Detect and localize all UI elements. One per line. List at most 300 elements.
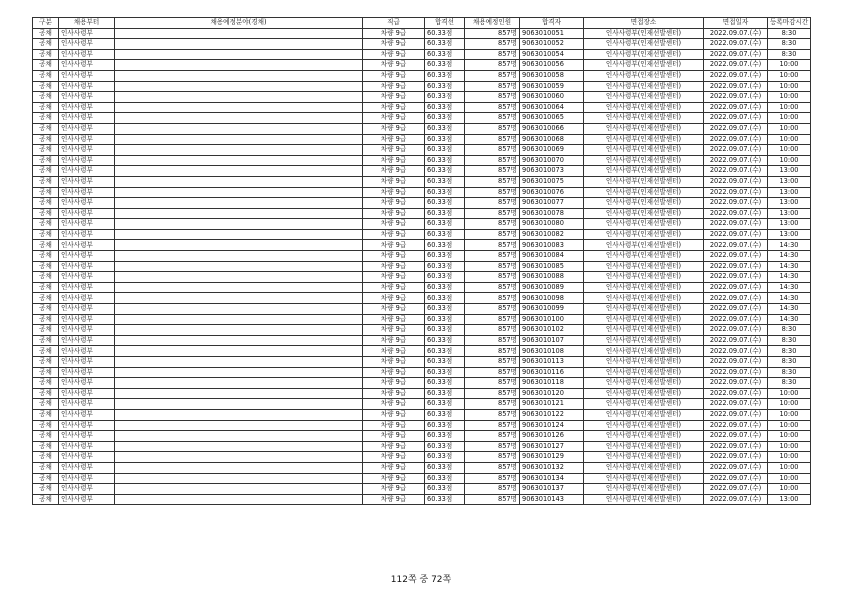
table-cell: 14:30	[768, 240, 811, 251]
table-cell: 60.33점	[425, 484, 465, 495]
table-cell: 2022.09.07.(수)	[704, 325, 768, 336]
table-cell: 인사사령부(인재선발센터)	[584, 431, 704, 442]
table-cell	[115, 462, 363, 473]
table-cell: 857명	[465, 314, 520, 325]
table-cell: 9063010051	[520, 28, 584, 39]
table-cell: 공채	[33, 272, 59, 283]
table-row	[33, 187, 811, 198]
table-row	[33, 219, 811, 230]
table-cell: 2022.09.07.(수)	[704, 357, 768, 368]
table-cell: 857명	[465, 70, 520, 81]
table-cell: 2022.09.07.(수)	[704, 251, 768, 262]
table-cell: 차량 9급	[363, 304, 425, 315]
table-cell: 공채	[33, 293, 59, 304]
header-cell: 구분	[33, 18, 59, 29]
table-cell: 인사사령부	[59, 81, 115, 92]
table-cell: 857명	[465, 378, 520, 389]
table-cell: 10:00	[768, 134, 811, 145]
table-cell: 9063010066	[520, 123, 584, 134]
table-row	[33, 367, 811, 378]
table-cell: 13:00	[768, 229, 811, 240]
table-cell: 10:00	[768, 399, 811, 410]
table-row	[33, 198, 811, 209]
table-cell: 인사사령부(인재선발센터)	[584, 198, 704, 209]
table-cell	[115, 145, 363, 156]
table-cell	[115, 431, 363, 442]
table-cell: 인사사령부	[59, 282, 115, 293]
table-cell: 인사사령부(인재선발센터)	[584, 367, 704, 378]
table-cell: 9063010052	[520, 39, 584, 50]
table-cell: 9063010126	[520, 431, 584, 442]
table-cell: 인사사령부(인재선발센터)	[584, 494, 704, 505]
table-cell: 인사사령부	[59, 240, 115, 251]
table-cell: 인사사령부	[59, 145, 115, 156]
table-cell: 인사사령부(인재선발센터)	[584, 229, 704, 240]
table-row	[33, 39, 811, 50]
table-cell: 인사사령부	[59, 70, 115, 81]
table-cell: 10:00	[768, 484, 811, 495]
table-cell: 60.33점	[425, 251, 465, 262]
table-row	[33, 92, 811, 103]
table-cell: 60.33점	[425, 399, 465, 410]
table-cell: 60.33점	[425, 378, 465, 389]
table-cell: 60.33점	[425, 219, 465, 230]
table-cell: 857명	[465, 399, 520, 410]
table-cell	[115, 134, 363, 145]
table-cell: 차량 9급	[363, 399, 425, 410]
table-cell: 인사사령부(인재선발센터)	[584, 81, 704, 92]
table-cell: 2022.09.07.(수)	[704, 187, 768, 198]
table-cell: 857명	[465, 198, 520, 209]
table-cell: 인사사령부	[59, 409, 115, 420]
table-cell: 60.33점	[425, 134, 465, 145]
table-cell: 2022.09.07.(수)	[704, 293, 768, 304]
table-cell: 857명	[465, 420, 520, 431]
table-cell: 인사사령부	[59, 494, 115, 505]
table-cell: 인사사령부(인재선발센터)	[584, 123, 704, 134]
table-cell: 60.33점	[425, 473, 465, 484]
table-cell: 차량 9급	[363, 166, 425, 177]
table-cell: 8:30	[768, 335, 811, 346]
table-cell: 60.33점	[425, 187, 465, 198]
table-cell: 인사사령부(인재선발센터)	[584, 378, 704, 389]
table-cell: 차량 9급	[363, 251, 425, 262]
table-cell: 2022.09.07.(수)	[704, 123, 768, 134]
table-cell: 차량 9급	[363, 92, 425, 103]
table-cell: 10:00	[768, 81, 811, 92]
table-cell: 9063010107	[520, 335, 584, 346]
table-cell	[115, 346, 363, 357]
table-cell: 공채	[33, 60, 59, 71]
table-cell: 13:00	[768, 187, 811, 198]
table-cell: 인사사령부(인재선발센터)	[584, 304, 704, 315]
table-cell: 공채	[33, 219, 59, 230]
table-row	[33, 70, 811, 81]
table-cell: 공채	[33, 399, 59, 410]
header-cell: 등록마감시간	[768, 18, 811, 29]
table-cell	[115, 219, 363, 230]
table-cell: 공채	[33, 473, 59, 484]
table-cell: 9063010078	[520, 208, 584, 219]
table-cell: 9063010102	[520, 325, 584, 336]
table-cell: 857명	[465, 28, 520, 39]
table-cell: 60.33점	[425, 198, 465, 209]
table-cell: 공채	[33, 357, 59, 368]
table-cell: 공채	[33, 462, 59, 473]
table-cell: 인사사령부(인재선발센터)	[584, 462, 704, 473]
table-cell: 차량 9급	[363, 134, 425, 145]
table-cell: 60.33점	[425, 240, 465, 251]
table-cell: 2022.09.07.(수)	[704, 70, 768, 81]
table-row	[33, 28, 811, 39]
table-cell: 인사사령부(인재선발센터)	[584, 113, 704, 124]
table-cell: 차량 9급	[363, 261, 425, 272]
table-cell: 인사사령부(인재선발센터)	[584, 60, 704, 71]
table-cell: 8:30	[768, 346, 811, 357]
table-cell: 14:30	[768, 282, 811, 293]
table-cell: 2022.09.07.(수)	[704, 39, 768, 50]
table-cell: 인사사령부(인재선발센터)	[584, 251, 704, 262]
table-cell: 2022.09.07.(수)	[704, 198, 768, 209]
table-cell: 인사사령부	[59, 484, 115, 495]
table-cell: 9063010077	[520, 198, 584, 209]
table-cell: 857명	[465, 219, 520, 230]
table-cell: 공채	[33, 229, 59, 240]
table-cell: 60.33점	[425, 314, 465, 325]
table-row	[33, 388, 811, 399]
table-cell: 인사사령부(인재선발센터)	[584, 102, 704, 113]
table-row	[33, 229, 811, 240]
table-cell: 60.33점	[425, 81, 465, 92]
table-cell: 차량 9급	[363, 420, 425, 431]
table-cell: 인사사령부	[59, 441, 115, 452]
table-row	[33, 261, 811, 272]
table-row	[33, 251, 811, 262]
table-cell: 공채	[33, 70, 59, 81]
table-cell: 공채	[33, 123, 59, 134]
table-cell: 인사사령부(인재선발센터)	[584, 92, 704, 103]
table-cell: 2022.09.07.(수)	[704, 166, 768, 177]
table-cell: 60.33점	[425, 208, 465, 219]
table-cell: 10:00	[768, 431, 811, 442]
table-cell: 857명	[465, 293, 520, 304]
table-cell: 9063010118	[520, 378, 584, 389]
table-cell	[115, 473, 363, 484]
table-cell: 인사사령부(인재선발센터)	[584, 49, 704, 60]
table-cell: 857명	[465, 304, 520, 315]
table-body	[33, 28, 811, 505]
table-cell: 차량 9급	[363, 282, 425, 293]
table-cell: 차량 9급	[363, 378, 425, 389]
table-cell: 인사사령부(인재선발센터)	[584, 388, 704, 399]
table-cell	[115, 166, 363, 177]
header-cell: 면접장소	[584, 18, 704, 29]
table-cell: 10:00	[768, 409, 811, 420]
table-cell: 차량 9급	[363, 198, 425, 209]
table-cell: 10:00	[768, 420, 811, 431]
table-cell: 10:00	[768, 145, 811, 156]
table-cell: 차량 9급	[363, 494, 425, 505]
table-cell: 차량 9급	[363, 452, 425, 463]
table-cell	[115, 198, 363, 209]
table-cell: 2022.09.07.(수)	[704, 346, 768, 357]
table-cell: 2022.09.07.(수)	[704, 208, 768, 219]
table-cell: 9063010132	[520, 462, 584, 473]
table-cell	[115, 367, 363, 378]
table-cell	[115, 39, 363, 50]
table-row	[33, 60, 811, 71]
table-cell: 9063010056	[520, 60, 584, 71]
table-cell: 2022.09.07.(수)	[704, 399, 768, 410]
table-cell	[115, 399, 363, 410]
table-cell: 9063010088	[520, 272, 584, 283]
table-cell: 8:30	[768, 367, 811, 378]
table-cell: 공채	[33, 367, 59, 378]
table-cell: 8:30	[768, 49, 811, 60]
table-row	[33, 441, 811, 452]
table-cell: 인사사령부(인재선발센터)	[584, 28, 704, 39]
table-cell: 2022.09.07.(수)	[704, 304, 768, 315]
table-cell	[115, 378, 363, 389]
table-cell: 2022.09.07.(수)	[704, 494, 768, 505]
table-cell	[115, 208, 363, 219]
table-cell: 인사사령부(인재선발센터)	[584, 155, 704, 166]
table-cell: 인사사령부(인재선발센터)	[584, 314, 704, 325]
table-cell: 차량 9급	[363, 49, 425, 60]
table-cell: 인사사령부	[59, 399, 115, 410]
table-cell: 9063010099	[520, 304, 584, 315]
table-cell: 9063010069	[520, 145, 584, 156]
table-row	[33, 49, 811, 60]
table-cell: 공채	[33, 261, 59, 272]
table-cell: 인사사령부	[59, 166, 115, 177]
table-cell: 인사사령부	[59, 219, 115, 230]
table-cell: 차량 9급	[363, 431, 425, 442]
table-cell: 9063010064	[520, 102, 584, 113]
table-cell: 인사사령부	[59, 378, 115, 389]
table-cell	[115, 325, 363, 336]
table-cell: 9063010065	[520, 113, 584, 124]
table-cell: 60.33점	[425, 462, 465, 473]
table-cell: 14:30	[768, 314, 811, 325]
table-cell: 인사사령부(인재선발센터)	[584, 335, 704, 346]
table-cell: 857명	[465, 441, 520, 452]
table-cell	[115, 102, 363, 113]
table-cell: 인사사령부(인재선발센터)	[584, 261, 704, 272]
table-cell: 차량 9급	[363, 346, 425, 357]
table-cell: 공채	[33, 28, 59, 39]
table-row	[33, 325, 811, 336]
table-cell	[115, 240, 363, 251]
table-cell: 60.33점	[425, 325, 465, 336]
table-row	[33, 462, 811, 473]
table-row	[33, 494, 811, 505]
table-cell: 13:00	[768, 176, 811, 187]
table-cell: 인사사령부	[59, 335, 115, 346]
table-cell: 공채	[33, 113, 59, 124]
table-cell: 857명	[465, 123, 520, 134]
table-cell: 2022.09.07.(수)	[704, 420, 768, 431]
table-cell: 2022.09.07.(수)	[704, 28, 768, 39]
table-cell: 857명	[465, 39, 520, 50]
table-cell: 차량 9급	[363, 187, 425, 198]
table-cell: 9063010129	[520, 452, 584, 463]
table-cell: 9063010082	[520, 229, 584, 240]
table-cell: 인사사령부(인재선발센터)	[584, 187, 704, 198]
table-cell: 857명	[465, 81, 520, 92]
table-cell: 60.33점	[425, 166, 465, 177]
table-cell: 차량 9급	[363, 325, 425, 336]
table-cell: 인사사령부	[59, 39, 115, 50]
table-cell: 10:00	[768, 452, 811, 463]
table-cell: 2022.09.07.(수)	[704, 176, 768, 187]
table-cell: 9063010054	[520, 49, 584, 60]
table-cell: 공채	[33, 346, 59, 357]
table-cell: 공채	[33, 208, 59, 219]
table-cell: 10:00	[768, 92, 811, 103]
table-cell: 차량 9급	[363, 176, 425, 187]
table-row	[33, 399, 811, 410]
table-cell: 13:00	[768, 208, 811, 219]
table-cell: 857명	[465, 208, 520, 219]
table-cell: 60.33점	[425, 441, 465, 452]
table-cell: 857명	[465, 409, 520, 420]
table-cell: 차량 9급	[363, 81, 425, 92]
table-cell: 인사사령부(인재선발센터)	[584, 473, 704, 484]
table-cell: 인사사령부(인재선발센터)	[584, 134, 704, 145]
table-cell: 차량 9급	[363, 70, 425, 81]
table-cell: 10:00	[768, 462, 811, 473]
table-cell: 857명	[465, 92, 520, 103]
table-cell: 인사사령부(인재선발센터)	[584, 272, 704, 283]
table-cell: 2022.09.07.(수)	[704, 388, 768, 399]
table-cell: 인사사령부	[59, 155, 115, 166]
table-cell: 인사사령부	[59, 346, 115, 357]
table-cell: 2022.09.07.(수)	[704, 49, 768, 60]
header-cell: 채용예정인원	[465, 18, 520, 29]
table-cell: 공채	[33, 409, 59, 420]
table-cell	[115, 70, 363, 81]
table-cell: 60.33점	[425, 272, 465, 283]
table-cell: 60.33점	[425, 420, 465, 431]
table-cell: 9063010116	[520, 367, 584, 378]
table-cell: 857명	[465, 261, 520, 272]
table-cell: 857명	[465, 272, 520, 283]
table-cell: 60.33점	[425, 155, 465, 166]
header-cell: 채용부터	[59, 18, 115, 29]
table-cell: 공채	[33, 187, 59, 198]
table-cell: 공채	[33, 314, 59, 325]
table-cell: 인사사령부(인재선발센터)	[584, 452, 704, 463]
table-cell: 차량 9급	[363, 473, 425, 484]
table-cell: 2022.09.07.(수)	[704, 441, 768, 452]
table-cell: 인사사령부	[59, 229, 115, 240]
table-row	[33, 314, 811, 325]
table-cell: 차량 9급	[363, 272, 425, 283]
table-cell: 9063010080	[520, 219, 584, 230]
table-cell: 857명	[465, 282, 520, 293]
table-cell: 2022.09.07.(수)	[704, 113, 768, 124]
table-row	[33, 208, 811, 219]
table-cell: 공채	[33, 420, 59, 431]
table-cell: 인사사령부	[59, 60, 115, 71]
table-cell: 2022.09.07.(수)	[704, 102, 768, 113]
table-row	[33, 409, 811, 420]
table-cell: 857명	[465, 145, 520, 156]
table-cell: 60.33점	[425, 304, 465, 315]
table-cell: 공채	[33, 378, 59, 389]
table-cell: 차량 9급	[363, 155, 425, 166]
table-cell: 차량 9급	[363, 335, 425, 346]
table-cell: 2022.09.07.(수)	[704, 409, 768, 420]
table-cell: 인사사령부	[59, 102, 115, 113]
table-cell: 60.33점	[425, 261, 465, 272]
table-row	[33, 378, 811, 389]
table-row	[33, 102, 811, 113]
table-cell: 60.33점	[425, 494, 465, 505]
table-cell: 공채	[33, 494, 59, 505]
table-cell: 인사사령부	[59, 272, 115, 283]
header-cell: 채용예정분야(경채)	[115, 18, 363, 29]
table-cell	[115, 335, 363, 346]
table-cell	[115, 484, 363, 495]
table-cell: 인사사령부	[59, 198, 115, 209]
table-cell: 인사사령부(인재선발센터)	[584, 176, 704, 187]
table-cell: 60.33점	[425, 282, 465, 293]
table-cell: 인사사령부(인재선발센터)	[584, 240, 704, 251]
table-cell: 2022.09.07.(수)	[704, 473, 768, 484]
table-cell: 9063010124	[520, 420, 584, 431]
table-cell: 857명	[465, 102, 520, 113]
table-cell: 인사사령부	[59, 123, 115, 134]
table-row	[33, 145, 811, 156]
table-cell: 10:00	[768, 60, 811, 71]
table-cell	[115, 229, 363, 240]
table-cell: 공채	[33, 240, 59, 251]
table-row	[33, 123, 811, 134]
table-cell: 인사사령부(인재선발센터)	[584, 145, 704, 156]
table-cell: 857명	[465, 452, 520, 463]
table-cell: 857명	[465, 229, 520, 240]
table-cell	[115, 92, 363, 103]
table-cell: 857명	[465, 155, 520, 166]
table-cell: 857명	[465, 462, 520, 473]
table-cell: 인사사령부	[59, 134, 115, 145]
table-cell: 857명	[465, 166, 520, 177]
table-cell: 60.33점	[425, 176, 465, 187]
table-cell	[115, 420, 363, 431]
table-cell: 공채	[33, 198, 59, 209]
table-cell: 2022.09.07.(수)	[704, 335, 768, 346]
table-cell: 인사사령부(인재선발센터)	[584, 70, 704, 81]
table-cell: 9063010122	[520, 409, 584, 420]
table-cell	[115, 113, 363, 124]
table-cell: 2022.09.07.(수)	[704, 484, 768, 495]
table-cell: 인사사령부	[59, 473, 115, 484]
table-cell: 10:00	[768, 123, 811, 134]
table-cell	[115, 261, 363, 272]
table-cell: 공채	[33, 431, 59, 442]
table-cell: 인사사령부(인재선발센터)	[584, 325, 704, 336]
table-cell: 차량 9급	[363, 123, 425, 134]
table-cell: 차량 9급	[363, 388, 425, 399]
table-cell: 10:00	[768, 473, 811, 484]
table-cell: 차량 9급	[363, 409, 425, 420]
table-row	[33, 176, 811, 187]
table-cell	[115, 282, 363, 293]
table-cell	[115, 452, 363, 463]
table-cell: 60.33점	[425, 409, 465, 420]
